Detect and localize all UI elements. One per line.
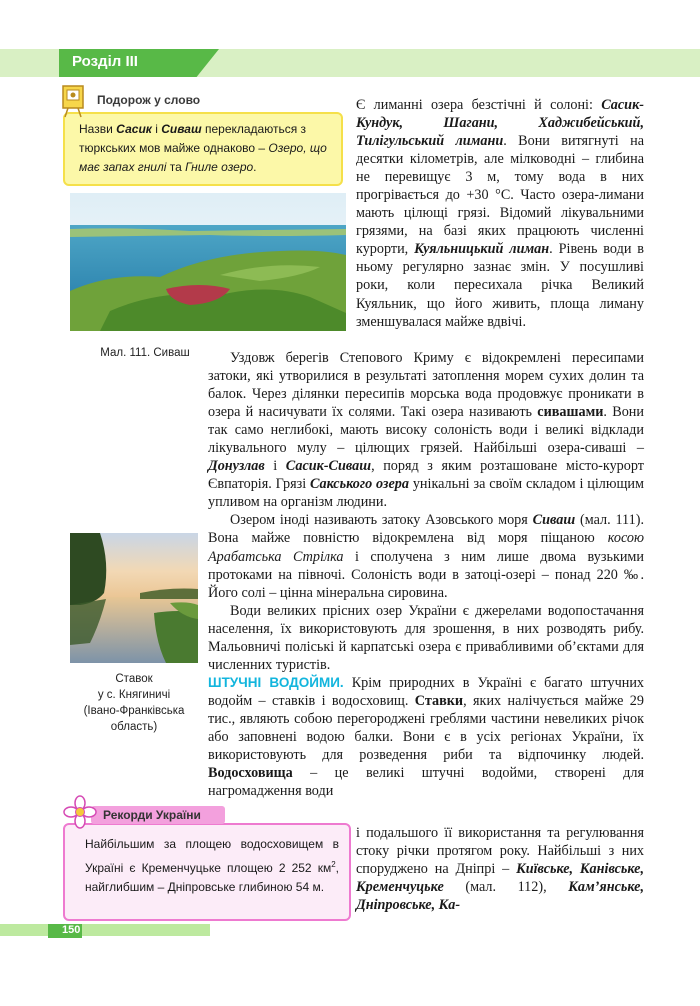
page-number: 150	[62, 924, 81, 936]
word-journey-text: Назви Сасик і Сиваш перекладаються з тюркських мов майже однаково – Озеро, що має запах гнилі та Гниле озеро.	[79, 122, 327, 174]
main-text: Уздовж берегів Степового Криму є відокремлені пересипами затоки, які утворилися в результаті затоплення морем сухих долин та балок. Через ділянки пересипів морська вода продовжує проникати в озера й насичувати їх солями. Такі озера називають сивашами. Вони так само неглибокі, мають високу солоність води і великі відклади лікувального мулу – цілющих грязей. Найбільші озера-сиваші – Донузлав і Сасик-Сиваш, поряд з яким розташоване місто-курорт Євпаторія. Грязі Сакського озера унікальні за своїм складом і цілющим упливом на організм людини. Озером іноді називають затоку Азовського моря Сиваш (мал. 111). Вона майже повністю відокремлена від моря піщаною косою Арабатська Стрілка і сполучена з ним лише двома вузькими протоками на півночі. Солоність води в затоці-озері – понад 220 ‰. Його солі – цінна мінеральна сировина. Води великих прісних озер України є джерелами водопостачання населення, їх використовують для зрошення, в них розводять рибу. Мальовничі поліські й карпатські озера є привабливими об’єктами для численних туристів. ШТУЧНІ ВОДОЙМИ. Крім природних в Україні є багато штучних водойм – ставків і водосховищ. Ставки, яких налічується майже 29 тис., являють собою перегороджені греблями частини невеликих річок або заповнені водою балки. Вони є в усіх регіонах України, їх використовують для розведення риби та відпочинку людей. Водосховища – це великі штучні водойми, створені для нагромадження води	[208, 350, 645, 800]
flower-icon	[63, 795, 97, 829]
lagoon-paragraph: Є лиманні озера безстічні й солоні: Сасик-Кундук, Шагани, Хаджибейський, Тилігульський лимани. Вони витягнуті на десятки кілометрів, але мілководні – глибина не перевищує 3 м, тому вода в них прогрівається до +30 °С. Часто озера-лимани мають цілющі грязі. Відомий лікувальними грязями, на базі яких працюють численні курорти, Куяльницький лиман. Рівень води в ньому регулярно зазнає змін. У посушливі роки, коли пересихала річка Великий Куяльник, що його живить, площа лиману зменшувалася майже вдвічі.	[356, 97, 644, 330]
records-text: Найбільшим за площею водосховищем в Україні є Кременчуцьке площею 2 252 $км^2$, найглибшим – Дніпровське глибиною 54 м.	[85, 837, 339, 894]
pond-caption-line-1: Ставок	[115, 673, 153, 685]
section-title: Розділ ІІІ	[72, 53, 138, 70]
sivash-photo	[70, 193, 346, 331]
reservoirs-paragraph: і подальшого її використання та регулювання стоку річки протягом року. Найбільші з них споруджено на Дніпрі – Київське, Канівське, Кременчуцьке (мал. 112), Кам’янське, Дніпровське, Ка-	[356, 825, 645, 914]
pond-caption-line-4: область)	[110, 721, 158, 733]
sivash-caption: Мал. 111. Сиваш	[100, 347, 190, 359]
artificial-waters-heading: ШТУЧНІ ВОДОЙМИ.	[208, 674, 344, 690]
footer-bar	[0, 924, 210, 936]
pond-caption-line-3: (Івано-Франківська	[83, 705, 185, 717]
pond-caption-line-2: у с. Княгиничі	[97, 689, 171, 701]
frame-easel-icon	[60, 82, 86, 118]
word-journey-title: Подорож у слово	[97, 93, 201, 107]
records-title: Рекорди України	[103, 808, 201, 822]
pond-photo	[70, 533, 198, 663]
pond-caption	[70, 671, 198, 735]
